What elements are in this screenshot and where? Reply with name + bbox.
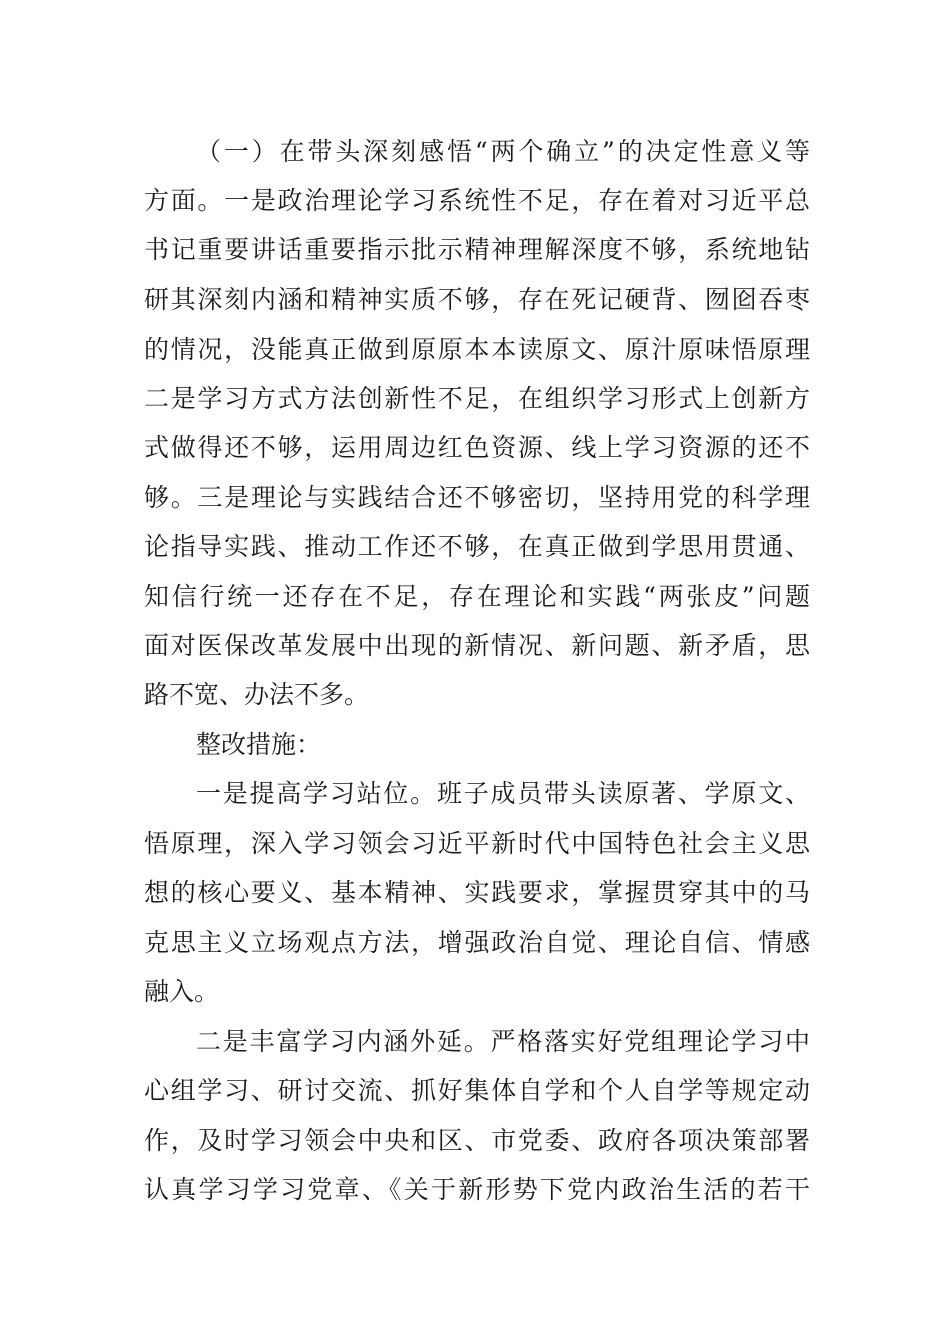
text-line: 作，及时学习领会中央和区、市党委、政府各项决策部署 <box>144 1126 810 1155</box>
text-line: 二是丰富学习内涵外延。严格落实好党组理论学习中 <box>196 1027 810 1056</box>
text-line: 想的核心要义、基本精神、实践要求，掌握贯穿其中的马 <box>144 878 810 907</box>
text-line: 研其深刻内涵和精神实质不够，存在死记硬背、囫囵吞枣 <box>144 285 810 314</box>
text-line: 论指导实践、推动工作还不够，在真正做到学思用贯通、 <box>144 532 810 561</box>
text-line: 克思主义立场观点方法，增强政治自觉、理论自信、情感 <box>144 928 810 957</box>
text-line: 融入。 <box>144 977 220 1006</box>
text-line: 路不宽、办法不多。 <box>144 680 370 709</box>
text-line: 式做得还不够，运用周边红色资源、线上学习资源的还不 <box>144 433 810 462</box>
text-line: 面对医保改革发展中出现的新情况、新问题、新矛盾，思 <box>144 631 810 660</box>
text-line: 的情况，没能真正做到原原本本读原文、原汁原味悟原理 <box>144 335 810 364</box>
text-line: 知信行统一还存在不足，存在理论和实践“两张皮”问题 <box>144 582 810 611</box>
section-heading: 整改措施： <box>196 730 322 759</box>
text-line: 二是学习方式方法创新性不足，在组织学习形式上创新方 <box>144 384 810 413</box>
text-line: 够。三是理论与实践结合还不够密切，坚持用党的科学理 <box>144 483 810 512</box>
text-line: （一）在带头深刻感悟“两个确立”的决定性意义等 <box>196 137 810 166</box>
text-line: 悟原理，深入学习领会习近平新时代中国特色社会主义思 <box>144 829 810 858</box>
text-line: 方面。一是政治理论学习系统性不足，存在着对习近平总 <box>144 186 810 215</box>
text-line: 一是提高学习站位。班子成员带头读原著、学原文、 <box>196 779 810 808</box>
text-line: 书记重要讲话重要指示批示精神理解深度不够，系统地钻 <box>144 235 810 264</box>
text-line: 认真学习学习党章、《关于新形势下党内政治生活的若干 <box>144 1175 810 1204</box>
text-line: 心组学习、研讨交流、抓好集体自学和个人自学等规定动 <box>144 1076 810 1105</box>
